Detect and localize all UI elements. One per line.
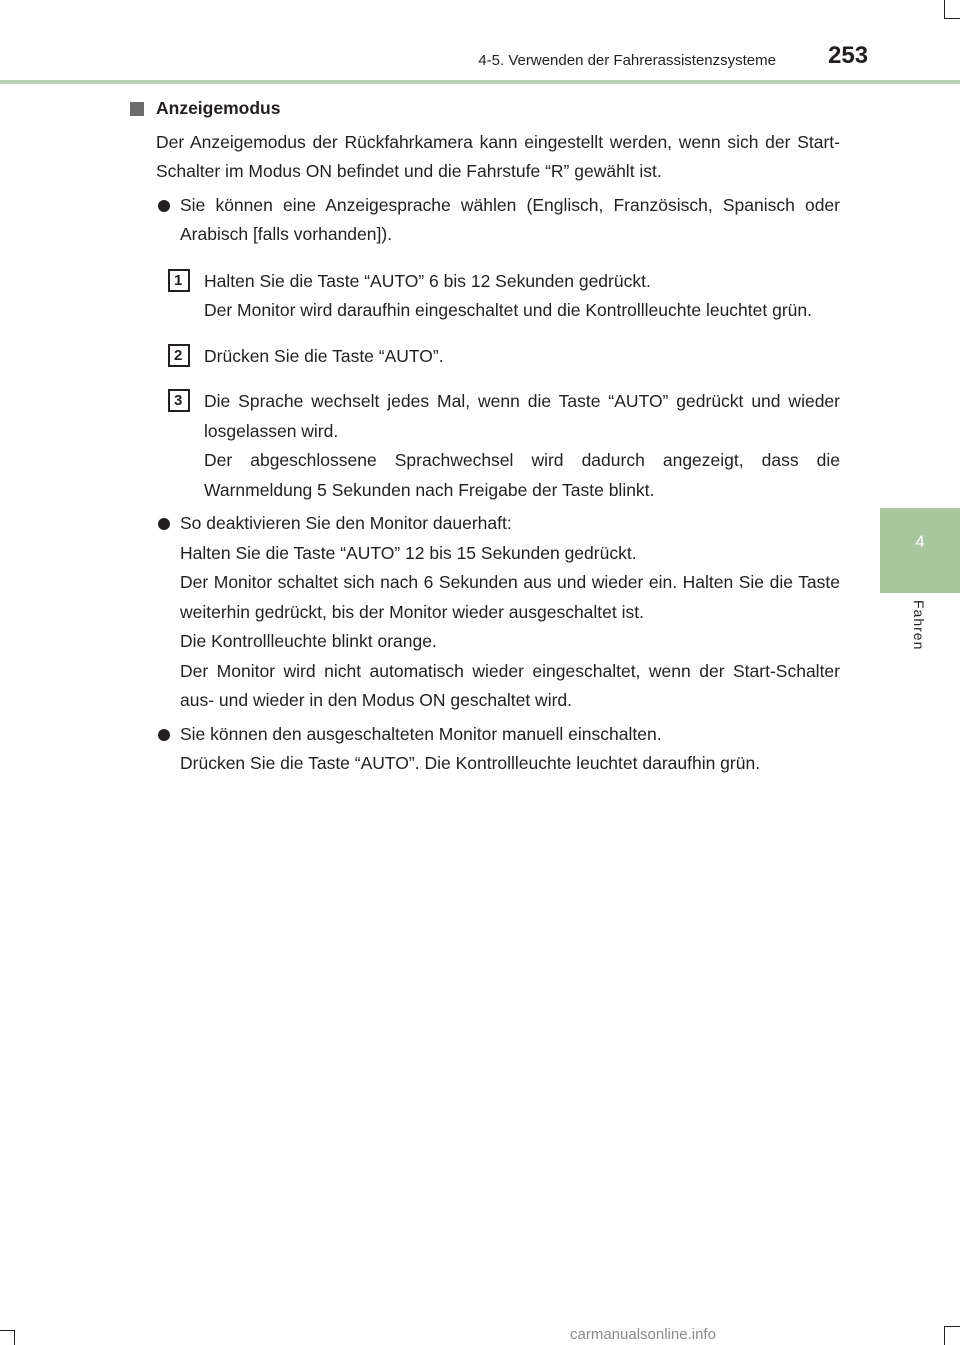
footer-watermark: carmanualsonline.info (570, 1326, 716, 1343)
bullet-text: Sie können eine Anzeigesprache wählen (Englisch, Französisch, Spanisch oder Arabisch [falls vorhanden]). (180, 194, 840, 244)
header-rule (0, 80, 960, 84)
step-item (174, 387, 840, 505)
header-section-title: 4-5. Verwenden der Fahrerassistenzsysteme (478, 52, 776, 69)
page-number: 253 (828, 42, 869, 69)
bullet-text: Drücken Sie die Taste “AUTO”. Die Kontrollleuchte leuchtet daraufhin grün. (180, 753, 761, 773)
bullet-text: Der Monitor wird nicht automatisch wieder eingeschaltet, wenn der Start-Schalter aus- und wieder in den Modus ON geschaltet wird. (180, 660, 840, 710)
step-text: Die Sprache wechselt jedes Mal, wenn die Taste “AUTO” gedrückt und wieder losgelassen wird. (204, 391, 840, 441)
step-number-box: 2 (168, 344, 190, 367)
crop-mark (944, 18, 960, 19)
crop-mark (0, 1330, 14, 1331)
step-item (174, 267, 840, 326)
step-number-box: 3 (168, 389, 190, 412)
bullet-item (156, 509, 840, 716)
step-item (174, 342, 840, 372)
round-bullet-icon (158, 729, 170, 741)
crop-mark (944, 1326, 960, 1327)
step-text: Halten Sie die Taste “AUTO” 6 bis 12 Sekunden gedrückt. (204, 270, 651, 291)
bullet-text: Die Kontrollleuchte blinkt orange. (180, 631, 437, 651)
section-heading-text: Anzeigemodus (156, 98, 281, 118)
chapter-tab: 4 (880, 508, 960, 593)
bullet-text: Halten Sie die Taste “AUTO” 12 bis 15 Sekunden gedrückt. (180, 542, 637, 563)
bullet-item (156, 191, 840, 250)
step-list (128, 267, 840, 506)
bullet-text: So deaktivieren Sie den Monitor dauerhaft: (180, 513, 512, 533)
bullet-text: Der Monitor schaltet sich nach 6 Sekunden aus und wieder ein. Halten Sie die Taste weiterhin gedrückt, bis der Monitor wieder ausgeschaltet ist. (180, 572, 840, 622)
intro-paragraph: Der Anzeigemodus der Rückfahrkamera kann eingestellt werden, wenn sich der Start-Schalter im Modus ON befindet und die Fahrstufe “R” gewählt ist. (156, 131, 840, 181)
step-text: Der abgeschlossene Sprachwechsel wird dadurch angezeigt, dass die Warnmeldung 5 Sekunden nach Freigabe der Taste blinkt. (204, 450, 840, 500)
crop-mark (944, 1326, 945, 1345)
crop-mark (944, 0, 945, 18)
crop-mark (14, 1330, 15, 1345)
chapter-label: Fahren (911, 600, 927, 651)
main-content (128, 94, 840, 783)
round-bullet-icon (158, 200, 170, 212)
square-bullet-icon (130, 102, 144, 116)
round-bullet-icon (158, 518, 170, 530)
section-heading (128, 94, 840, 124)
step-text: Drücken Sie die Taste “AUTO”. (204, 345, 444, 366)
step-text: Der Monitor wird daraufhin eingeschaltet und die Kontrollleuchte leuchtet grün. (204, 300, 812, 320)
step-number-box: 1 (168, 269, 190, 292)
bullet-text: Sie können den ausgeschalteten Monitor manuell einschalten. (180, 723, 662, 744)
bullet-item (156, 720, 840, 779)
